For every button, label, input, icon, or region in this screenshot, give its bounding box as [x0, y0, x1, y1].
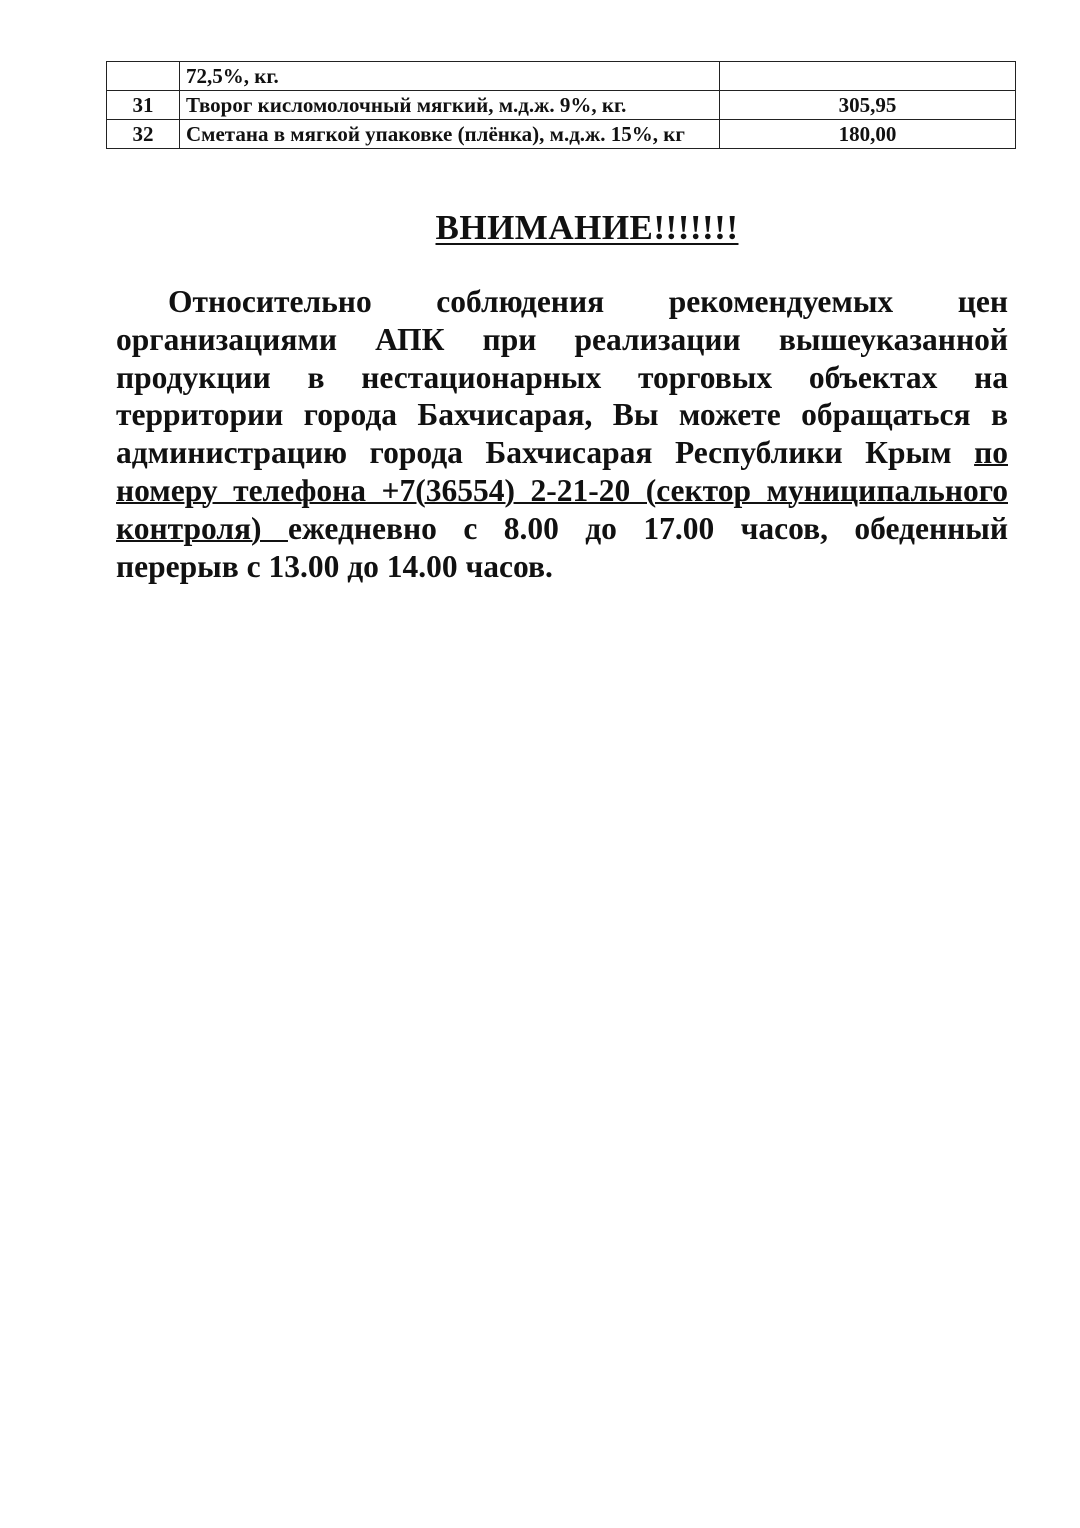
price-table [106, 61, 1016, 149]
notice-text: Относительно соблюдения рекомендуемых цен организациями АПК при реализации вышеуказанной продукции в нестационарных торговых объектах на территории города Бахчисарая, Вы можете обращаться в администрацию города Бахчисарая Республики Крым [116, 284, 1008, 471]
contact-phone-text: по номеру телефона +7(36554) 2-21-20 (сектор муниципального контроля) [116, 435, 1008, 546]
product-price [720, 62, 1016, 91]
product-name: Сметана в мягкой упаковке (плёнка), м.д.ж. 15%, кг [180, 120, 720, 149]
product-price: 180,00 [720, 120, 1016, 149]
table-row [107, 62, 1016, 91]
row-number [107, 62, 180, 91]
product-price: 305,95 [720, 91, 1016, 120]
notice-hours-text: ежедневно с 8.00 до 17.00 часов, обеденный перерыв с 13.00 до 14.00 часов. [116, 510, 1008, 584]
table-row [107, 91, 1016, 120]
table-row [107, 120, 1016, 149]
row-number: 32 [107, 120, 180, 149]
notice-title: ВНИМАНИЕ!!!!!!! [435, 208, 739, 247]
product-name: 72,5%, кг. [180, 62, 720, 91]
notice-paragraph [116, 283, 1008, 585]
row-number: 31 [107, 91, 180, 120]
product-name: Творог кисломолочный мягкий, м.д.ж. 9%, кг. [180, 91, 720, 120]
